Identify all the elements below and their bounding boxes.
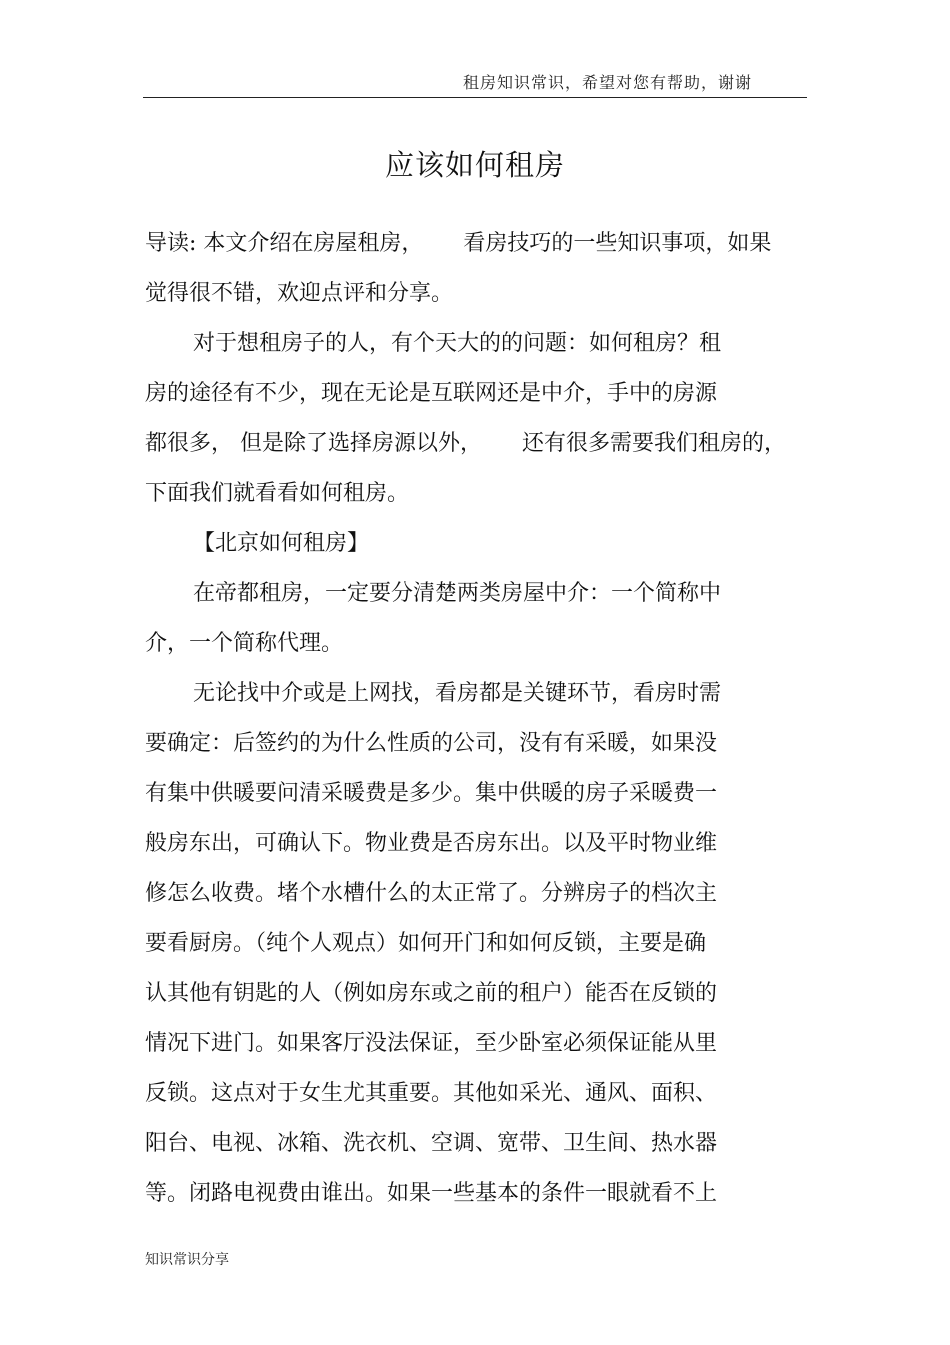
body-line: 反锁。这点对于女生尤其重要。其他如采光、通风、面积、 <box>145 1081 718 1106</box>
body-line: 无论找中介或是上网找，看房都是关键环节，看房时需 <box>193 681 722 706</box>
section-heading: 【北京如何租房】 <box>193 531 370 556</box>
body-line: 阳台、电视、冰箱、洗衣机、空调、宽带、卫生间、热水器 <box>145 1131 718 1156</box>
document-body <box>145 219 785 1219</box>
body-line-part: 还有很多需要我们租房的， <box>522 431 787 456</box>
header-text: 租房知识常识，希望对您有帮助，谢谢 <box>462 73 752 92</box>
body-line: 下面我们就看看如何租房。 <box>145 481 410 506</box>
body-line: 般房东出，可确认下。物业费是否房东出。以及平时物业维 <box>145 831 718 856</box>
body-line-part: 看房技巧的一些知识事项，如果 <box>463 231 772 256</box>
body-line: 有集中供暖要问清采暖费是多少。集中供暖的房子采暖费一 <box>145 781 718 806</box>
body-line: 对于想租房子的人，有个天大的的问题：如何租房？租 <box>193 331 722 356</box>
page-footer: 知识常识分享 <box>145 1252 229 1268</box>
body-line: 要看厨房。（纯个人观点）如何开门和如何反锁，主要是确 <box>145 931 707 956</box>
header-rule <box>143 97 807 98</box>
body-line: 认其他有钥匙的人（例如房东或之前的租户）能否在反锁的 <box>145 981 718 1006</box>
body-line: 房的途径有不少，现在无论是互联网还是中介，手中的房源 <box>145 381 718 406</box>
body-line-part: 都很多， 但是除了选择房源以外， <box>145 431 482 456</box>
document-title: 应该如何租房 <box>384 148 565 182</box>
body-line: 要确定：后签约的为什么性质的公司，没有有采暖，如果没 <box>145 731 718 756</box>
body-line: 觉得很不错，欢迎点评和分享。 <box>145 281 454 306</box>
body-line: 介，一个简称代理。 <box>145 631 344 656</box>
body-line: 等。闭路电视费由谁出。如果一些基本的条件一眼就看不上 <box>145 1181 718 1206</box>
body-line: 修怎么收费。堵个水槽什么的太正常了。分辨房子的档次主 <box>145 881 718 906</box>
body-line-part: 导读: 本文介绍在房屋租房， <box>145 231 424 256</box>
body-line <box>145 219 785 269</box>
body-line: 在帝都租房，一定要分清楚两类房屋中介：一个简称中 <box>193 581 722 606</box>
body-line <box>145 419 785 469</box>
body-line: 情况下进门。如果客厅没法保证，至少卧室必须保证能从里 <box>145 1031 718 1056</box>
